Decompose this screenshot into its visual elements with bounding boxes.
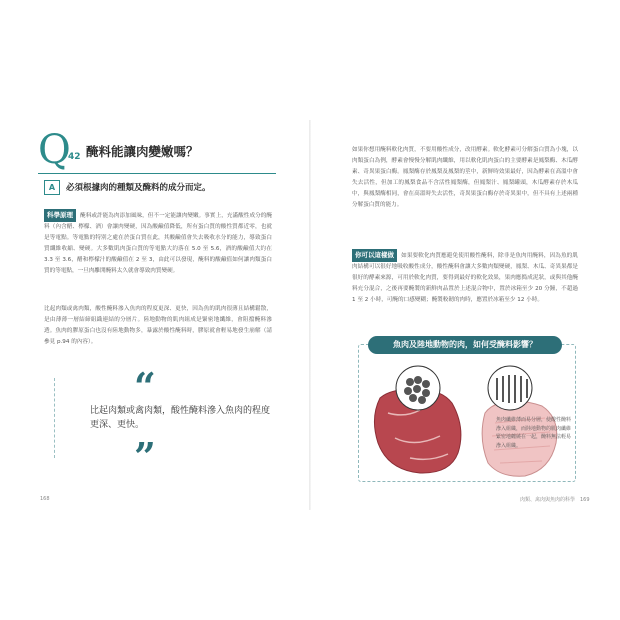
quote-dashed-line (54, 378, 56, 458)
close-quote-icon: ” (134, 434, 156, 479)
science-paragraph (44, 209, 272, 277)
second-paragraph: 比起肉類或禽肉類，酸性醃料滲入魚肉的程度更深、更快，因為魚的肌肉很薄且結構鬆散，是由薄薄一層結締組織連結的分層片。陸地動物的肌肉組成是緊密地纖維，會阻擋醃料滲透。魚肉的膠原蛋白也沒有陸地動物多，暴露於酸性醃料時，膠原就會輕易地發生崩解（請參見 p.94 的內容）。 (44, 306, 272, 345)
figure-title: 魚肉及陸地動物的肉，如何受醃料影響？ (368, 336, 562, 354)
tip-text: 如果要軟化肉質應避免使用酸性醃料，除非是魚肉用醃料，因為魚的肌肉結構可以很好地吸收酸性成分，酸性醃料會讓大多數肉類變硬，鳳梨、木瓜、奇異果都是很好的酵素來源，可用於軟化肉質，要得到最好的軟化效果，果肉應搗成泥狀，或與其他醃料充分混合，之後再要醃製的新鮮肉品置於上述混合物中，置於冰箱至少 20 分鐘，不超過 1 至 2 小時，可醃的口感變糊；醃製較韌的肉時，應置於冰箱至少 12 小時。 (352, 253, 578, 303)
question-number: 42 (68, 152, 81, 162)
tip-tag: 你可以這樣做 (352, 249, 397, 262)
tip-paragraph (352, 249, 578, 306)
left-page-number: 168 (40, 496, 50, 502)
heading-divider (38, 173, 276, 174)
open-quote-icon: “ (134, 364, 156, 409)
answer-letter-box: A (44, 180, 60, 195)
page-gutter (309, 120, 311, 510)
pull-quote-text: 比起肉類或禽肉類，酸性醃料滲入魚肉的程度更深、更快。 (90, 406, 271, 430)
right-page-number: 肉類、禽肉與魚肉的科學 169 (520, 497, 590, 503)
pull-quote (68, 364, 271, 479)
answer-text: 必須根據肉的種類及醃料的成分而定。 (66, 183, 211, 193)
science-text: 醃料或許能為肉添加風味，但不一定能讓肉變嫩。事實上，充滿酸性成分的醃料（內含醋、檸檬、酒）會讓肉變硬，因為酸鹼值降低，所有蛋白質的酸性質都近零，也就是等電點。等電點的特別之處在於蛋白質在此，其酸鹼值會失去吸收水分的能力，導致蛋白質纖維收縮、變硬。大多數肌肉蛋白質的等電點大約落在 5.0 至 5.6，酒的酸鹼值大約在 3.3 至 3.6，醋和檸檬汁的酸鹼值在 2 至 3，由此可以發現，醃料的酸鹼值如何讓肉類蛋白質的等電點，一旦肉離開醃料太久就會導致肉質變硬。 (44, 213, 272, 274)
illustration-figure (348, 336, 580, 484)
question-letter: Q (38, 127, 71, 173)
science-tag: 科學原理 (44, 209, 76, 222)
right-paragraph-1: 如果你想用醃料軟化肉質，不要用酸性成分，改用酵素。軟化酵素可分解蛋白質為小塊，以肉類蛋白為例，酵素會慢慢分解肌肉纖維，用以軟化肌肉蛋白的主要酵素是鳳梨酶、木瓜酵素、奇異果蛋白酶。鳳梨酶存於鳳梨及鳳梨的莖中，新鮮時效果最好，因為酵素在高溫中會失去活性，但加工的鳳梨食品不含活性鳳梨酶，但鳳梨汁、鳳梨罐頭，木瓜酵素存於木瓜中，與鳳梨酶相同，會在高溫時失去活性，奇異果蛋白酶存於奇異果中，但不具有上述兩種分解蛋白質的能力。 (352, 147, 578, 208)
question-title: 醃料能讓肉變嫩嗎？ (86, 144, 199, 159)
figure-caption: 魚肉纖維薄而易分層，使酸性醃料滲入組織，而陸地動物的肌肉纖維緊密地纏繞在一起，醃料無法輕易滲入組織。 (496, 417, 572, 449)
answer-row (44, 180, 280, 194)
question-heading (38, 127, 278, 173)
